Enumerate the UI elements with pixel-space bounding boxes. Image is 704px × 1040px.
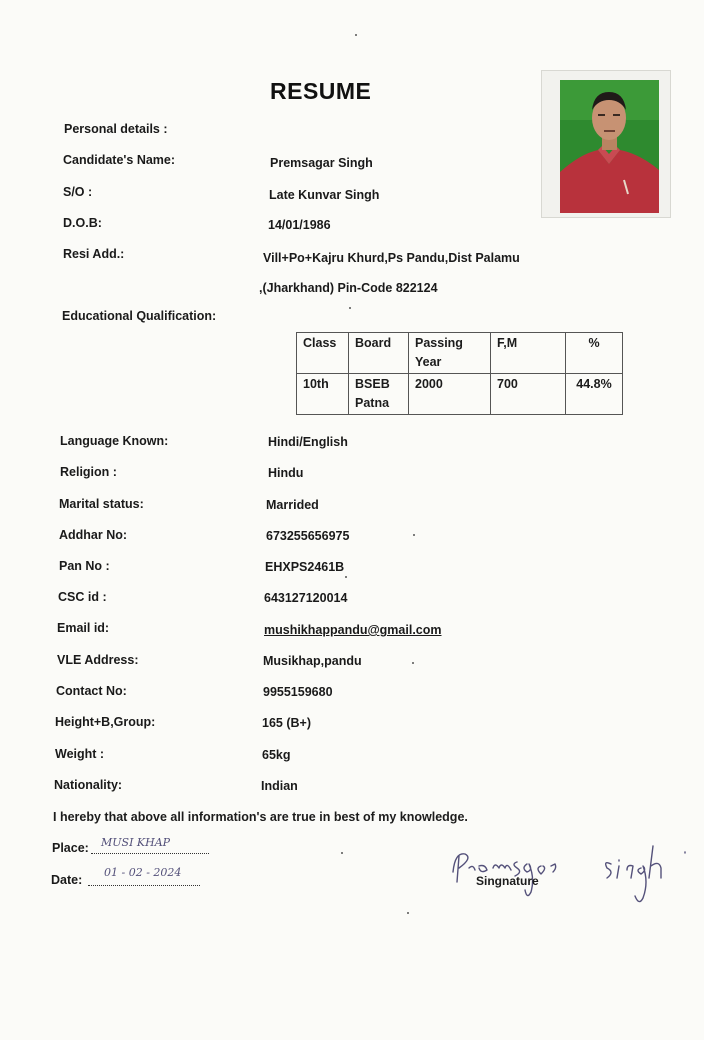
son-of-label: S/O : [63,185,93,199]
education-header-row [297,333,623,374]
header-board: Board [349,333,409,374]
candidate-name-label: Candidate's Name: [63,153,176,167]
cell-class: 10th [297,374,349,415]
header-fm: F,M [491,333,566,374]
declaration: I hereby that above all information's are true in best of my knowledge. [53,810,468,824]
marital-status-label: Marital status: [59,497,144,511]
vle-address-value: Musikhap,pandu [263,654,362,668]
cell-passing-year: 2000 [409,374,491,415]
education-heading: Educational Qualification: [62,309,217,323]
scan-speck [412,662,414,664]
language-value: Hindi/English [268,435,348,449]
date-label: Date: [51,873,83,887]
cell-fm: 700 [491,374,566,415]
cell-percent: 44.8% [566,374,623,415]
pan-value: EHXPS2461B [265,560,345,574]
place-dots [91,853,209,854]
scan-speck [355,34,357,36]
email-value: mushikhappandu@gmail.com [264,623,442,637]
education-table [296,332,623,415]
dob-value: 14/01/1986 [268,218,331,232]
aadhar-value: 673255656975 [266,529,350,543]
place-value: MUSI KHAP [101,836,171,849]
header-percent: % [566,333,623,374]
height-blood-group-value: 165 (B+) [262,716,311,730]
address-line-2: ,(Jharkhand) Pin-Code 822124 [259,281,438,295]
height-blood-group-label: Height+B,Group: [55,715,156,729]
candidate-photo [560,80,659,213]
dob-label: D.O.B: [63,216,102,230]
nationality-label: Nationality: [54,778,123,792]
scan-speck [413,534,415,536]
religion-value: Hindu [268,466,304,480]
csc-id-label: CSC id : [58,590,107,604]
header-passing-year: Passing Year [409,333,491,374]
vle-address-label: VLE Address: [57,653,139,667]
candidate-name-value: Premsagar Singh [270,156,373,170]
signature-label: Singnature [476,874,539,888]
language-label: Language Known: [60,434,169,448]
header-class: Class [297,333,349,374]
weight-value: 65kg [262,748,291,762]
scan-speck [349,307,351,309]
weight-label: Weight : [55,747,105,761]
csc-id-value: 643127120014 [264,591,348,605]
date-dots [88,885,200,886]
cell-board: BSEB Patna [349,374,409,415]
personal-details-heading: Personal details : [64,122,168,136]
education-row [297,374,623,415]
aadhar-label: Addhar No: [59,528,128,542]
marital-status-value: Marrided [266,498,319,512]
email-label: Email id: [57,621,110,635]
son-of-value: Late Kunvar Singh [269,188,380,202]
place-label: Place: [52,841,89,855]
scan-speck [341,852,343,854]
contact-label: Contact No: [56,684,127,698]
date-value: 01 - 02 - 2024 [104,866,182,879]
scan-speck [407,912,409,914]
pan-label: Pan No : [59,559,110,573]
scan-speck [345,576,347,578]
resume-title: RESUME [270,78,372,104]
religion-label: Religion : [60,465,117,479]
contact-value: 9955159680 [263,685,333,699]
address-label: Resi Add.: [63,247,125,261]
address-line-1: Vill+Po+Kajru Khurd,Ps Pandu,Dist Palamu [263,251,520,265]
nationality-value: Indian [261,779,298,793]
